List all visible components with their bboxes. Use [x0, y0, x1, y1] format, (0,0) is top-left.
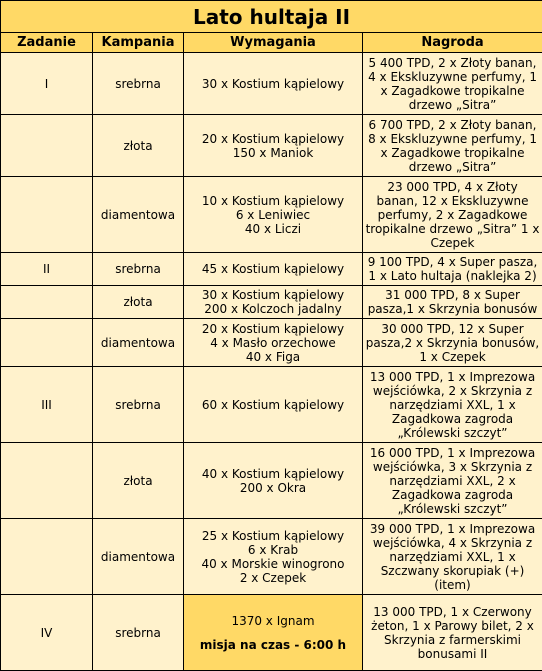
campaign-cell: srebrna	[93, 367, 184, 443]
table-row	[1, 595, 542, 671]
task-number-empty	[1, 319, 93, 367]
task-number-empty	[1, 519, 93, 595]
requirement-line: 40 x Kostium kąpielowy	[201, 466, 345, 481]
reward-cell: 16 000 TPD, 1 x Imprezowa wejściówka, 3 x Skrzynia z narzędziami XXL, 2 x Zagadkowa zagroda „Królewski szczyt”	[363, 443, 542, 519]
reward-cell: 9 100 TPD, 4 x Super pasza, 1 x Lato hultaja (naklejka 2)	[363, 253, 542, 286]
requirements-cell-timed	[184, 595, 363, 671]
requirements-cell	[184, 519, 363, 595]
campaign-cell: diamentowa	[93, 319, 184, 367]
table-row	[1, 443, 542, 519]
header-wymagania: Wymagania	[184, 33, 363, 53]
header-nagroda: Nagroda	[363, 33, 542, 53]
table-row	[1, 177, 542, 253]
header-kampania: Kampania	[93, 33, 184, 53]
campaign-cell: diamentowa	[93, 519, 184, 595]
requirement-line: 200 x Kolczoch jadalny	[204, 302, 342, 316]
table-row	[1, 115, 542, 177]
reward-cell: 39 000 TPD, 1 x Imprezowa wejściówka, 4 x Skrzynia z narzędziami XXL, 1 x Szczwany skorupiak (+) (item)	[363, 519, 542, 595]
task-number-empty	[1, 443, 93, 519]
task-number: IV	[1, 595, 93, 671]
requirements-cell	[184, 253, 363, 286]
requirements-cell	[184, 367, 363, 443]
requirements-cell	[184, 443, 363, 519]
campaign-cell: srebrna	[93, 595, 184, 671]
requirement-line: 1370 x Ignam	[231, 613, 315, 628]
requirement-line: 6 x Leniwiec	[235, 207, 311, 222]
campaign-cell: srebrna	[93, 53, 184, 115]
table-row	[1, 367, 542, 443]
task-number-empty	[1, 177, 93, 253]
header-row	[1, 33, 542, 53]
task-number-empty	[1, 115, 93, 177]
reward-cell: 30 000 TPD, 12 x Super pasza,2 x Skrzynia bonusów, 1 x Czepek	[363, 319, 542, 367]
requirement-line: 40 x Figa	[245, 349, 301, 364]
title-row	[1, 1, 542, 33]
requirement-line: 40 x Morskie winogrono	[201, 556, 345, 571]
table-row	[1, 286, 542, 319]
reward-cell: 13 000 TPD, 1 x Czerwony żeton, 1 x Parowy bilet, 2 x Skrzynia z farmerskimi bonusami II	[363, 595, 542, 671]
task-number: I	[1, 53, 93, 115]
requirement-line: 4 x Masło orzechowe	[210, 335, 336, 350]
requirement-line: 20 x Kostium kąpielowy	[201, 131, 345, 146]
requirement-line: 6 x Krab	[247, 542, 299, 557]
requirement-line: 10 x Kostium kąpielowy	[201, 193, 345, 208]
table-row	[1, 253, 542, 286]
requirements-cell	[184, 286, 363, 319]
requirement-line: 60 x Kostium kąpielowy	[201, 397, 345, 412]
reward-cell: 23 000 TPD, 4 x Złoty banan, 12 x Ekskluzywne perfumy, 2 x Zagadkowe tropikalne drzewo „Sitra” 1 x Czepek	[363, 177, 542, 253]
task-number-empty	[1, 286, 93, 319]
task-number: II	[1, 253, 93, 286]
requirement-line: 25 x Kostium kąpielowy	[201, 528, 345, 543]
requirement-line: 40 x Liczi	[244, 221, 302, 236]
table-row	[1, 53, 542, 115]
reward-cell: 31 000 TPD, 8 x Super pasza,1 x Skrzynia bonusów	[363, 286, 542, 319]
requirement-line: 30 x Kostium kąpielowy	[201, 288, 345, 302]
campaign-cell: złota	[93, 286, 184, 319]
campaign-cell: złota	[93, 443, 184, 519]
requirement-line: 30 x Kostium kąpielowy	[201, 76, 345, 91]
requirement-line: 45 x Kostium kąpielowy	[201, 262, 345, 276]
campaign-cell: srebrna	[93, 253, 184, 286]
table-row	[1, 519, 542, 595]
reward-cell: 6 700 TPD, 2 x Złoty banan, 8 x Ekskluzywne perfumy, 1 x Zagadkowe tropikalne drzewo „Sitra”	[363, 115, 542, 177]
header-zadanie: Zadanie	[1, 33, 93, 53]
reward-cell: 5 400 TPD, 2 x Złoty banan, 4 x Ekskluzywne perfumy, 1 x Zagadkowe tropikalne drzewo „Sitra”	[363, 53, 542, 115]
campaign-cell: złota	[93, 115, 184, 177]
requirements-cell	[184, 115, 363, 177]
timed-mission-note: misja na czas - 6:00 h	[199, 637, 347, 652]
reward-cell: 13 000 TPD, 1 x Imprezowa wejściówka, 2 x Skrzynia z narzędziami XXL, 1 x Zagadkowa zagroda „Królewski szczyt”	[363, 367, 542, 443]
requirements-cell	[184, 53, 363, 115]
requirements-cell	[184, 177, 363, 253]
requirement-line: 200 x Okra	[239, 480, 307, 495]
table-title: Lato hultaja II	[1, 1, 542, 33]
requirements-cell	[184, 319, 363, 367]
task-number: III	[1, 367, 93, 443]
campaign-cell: diamentowa	[93, 177, 184, 253]
requirement-line: 2 x Czepek	[239, 570, 307, 585]
table-row	[1, 319, 542, 367]
requirement-line: 20 x Kostium kąpielowy	[201, 321, 345, 336]
requirement-line: 150 x Maniok	[232, 145, 314, 160]
